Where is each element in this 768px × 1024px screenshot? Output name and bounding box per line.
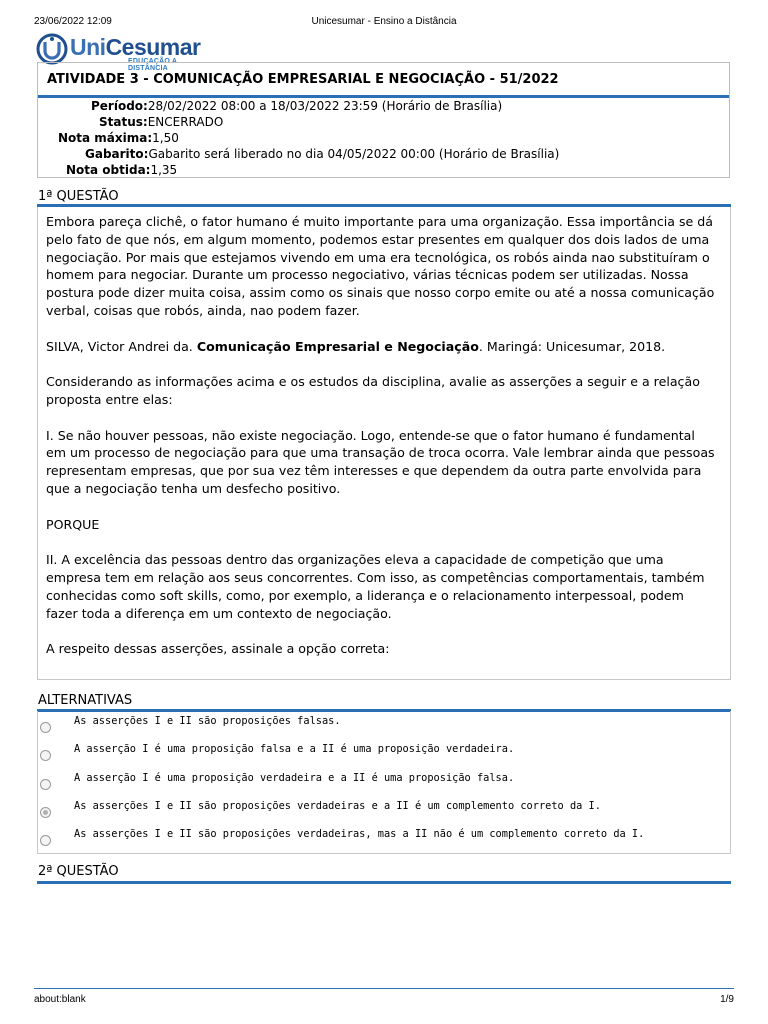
question-1-reference: SILVA, Victor Andrei da. Comunicação Empresarial e Negociação. Maringá: Unicesumar, 2018.	[46, 338, 666, 354]
print-page-number: 1/9	[720, 994, 734, 1005]
activity-info-box	[37, 62, 730, 178]
print-datetime: 23/06/2022 12:09	[34, 16, 112, 27]
status-row	[99, 115, 223, 129]
question-1-text	[46, 213, 718, 676]
periodo-row	[91, 99, 502, 113]
periodo-label: Período:	[91, 99, 148, 113]
alternatives-box	[37, 711, 731, 854]
status-label: Status:	[99, 115, 148, 129]
alternative-label: As asserções I e II são proposições verdadeiras, mas a II não é um complemento correto da I.	[74, 828, 645, 840]
logo-emblem-icon	[36, 33, 68, 65]
question-1-heading: 1ª QUESTÃO	[38, 189, 119, 204]
periodo-value: 28/02/2022 08:00 a 18/03/2022 23:59 (Horário de Brasília)	[147, 99, 503, 113]
alternative-label: As asserções I e II são proposições verdadeiras e a II é um complemento correto da I.	[74, 800, 601, 812]
alternative-label: A asserção I é uma proposição falsa e a II é uma proposição verdadeira.	[74, 743, 515, 755]
logo-brand: UniCesumar	[70, 34, 201, 60]
alternative-option[interactable]	[38, 739, 730, 767]
nota-maxima-row	[58, 131, 179, 145]
activity-title-rule	[38, 95, 729, 98]
radio-button[interactable]	[40, 779, 51, 790]
status-value: ENCERRADO	[147, 115, 224, 129]
alternative-option[interactable]	[38, 711, 730, 739]
question-2-heading: 2ª QUESTÃO	[38, 864, 119, 879]
nota-obtida-label: Nota obtida:	[66, 163, 151, 177]
assertion-1: I. Se não houver pessoas, não existe negociação. Logo, entende-se que o fator humano é fundamental em um processo de negociação para que uma transação de troca ocorra. Vale lembrar ainda que pessoas representam empresas, que por sua vez têm interesses e que dependem da outra parte envolvida para que a negociação tenha um desfecho positivo.	[46, 427, 715, 496]
gabarito-label: Gabarito:	[85, 147, 149, 161]
nota-obtida-value: 1,35	[150, 163, 178, 177]
question-1-box	[37, 207, 731, 680]
question-1-instruction: Considerando as informações acima e os estudos da disciplina, avalie as asserções a seguir e a relação proposta entre elas:	[46, 374, 700, 407]
alternative-option[interactable]	[38, 824, 730, 852]
radio-button[interactable]	[40, 835, 51, 846]
assertion-2: II. A excelência das pessoas dentro das organizações eleva a capacidade de competição que uma empresa tem em relação aos seus concorrentes. Com isso, as competências comportamentais, também conhecidas como soft skills, como, por exemplo, a liderança e o relacionamento interpessoal, podem fazer toda a diferença em um contexto de negociação.	[46, 552, 705, 621]
footer-rule	[34, 988, 734, 989]
gabarito-row	[85, 147, 559, 161]
nota-obtida-row	[66, 163, 177, 177]
alternative-label: A asserção I é uma proposição verdadeira e a II é uma proposição falsa.	[74, 772, 515, 784]
porque-label: PORQUE	[46, 516, 100, 532]
alternative-label: As asserções I e II são proposições falsas.	[74, 715, 341, 727]
alternative-option-selected[interactable]	[38, 796, 730, 824]
question-1-context: Embora pareça clichê, o fator humano é muito importante para uma organização. Essa importância se dá pelo fato de que nós, em algum momento, podemos estar presentes em qualquer dos dois lados de uma negociação. Por mais que estejamos vivendo em uma era tecnológica, os robós ainda nao substituíram o homem para negociar. Durante um processo negociativo, várias técnicas podem ser utilizadas. Nossa postura pode dizer muita coisa, assim como os sinais que nosso corpo emite ou até a nossa comunicação verbal, coisas que robós, ainda, nao podem fazer.	[46, 214, 715, 318]
gabarito-value: Gabarito será liberado no dia 04/05/2022 00:00 (Horário de Brasília)	[148, 147, 560, 161]
nota-maxima-label: Nota máxima:	[58, 131, 153, 145]
logo-tagline: EDUCAÇÃO A DISTÂNCIA	[128, 58, 177, 72]
radio-button[interactable]	[40, 750, 51, 761]
alternatives-heading: ALTERNATIVAS	[38, 693, 133, 708]
activity-title: ATIVIDADE 3 - COMUNICAÇÃO EMPRESARIAL E NEGOCIAÇÃO - 51/2022	[47, 72, 559, 87]
question-2-rule	[37, 881, 731, 884]
print-page-title: Unicesumar - Ensino a Distância	[311, 16, 457, 27]
print-url: about:blank	[34, 994, 86, 1005]
nota-maxima-value: 1,50	[152, 131, 179, 145]
radio-button[interactable]	[40, 722, 51, 733]
alternative-option[interactable]	[38, 768, 730, 796]
radio-button-selected[interactable]	[40, 807, 51, 818]
question-1-prompt: A respeito dessas asserções, assinale a opção correta:	[46, 641, 390, 657]
